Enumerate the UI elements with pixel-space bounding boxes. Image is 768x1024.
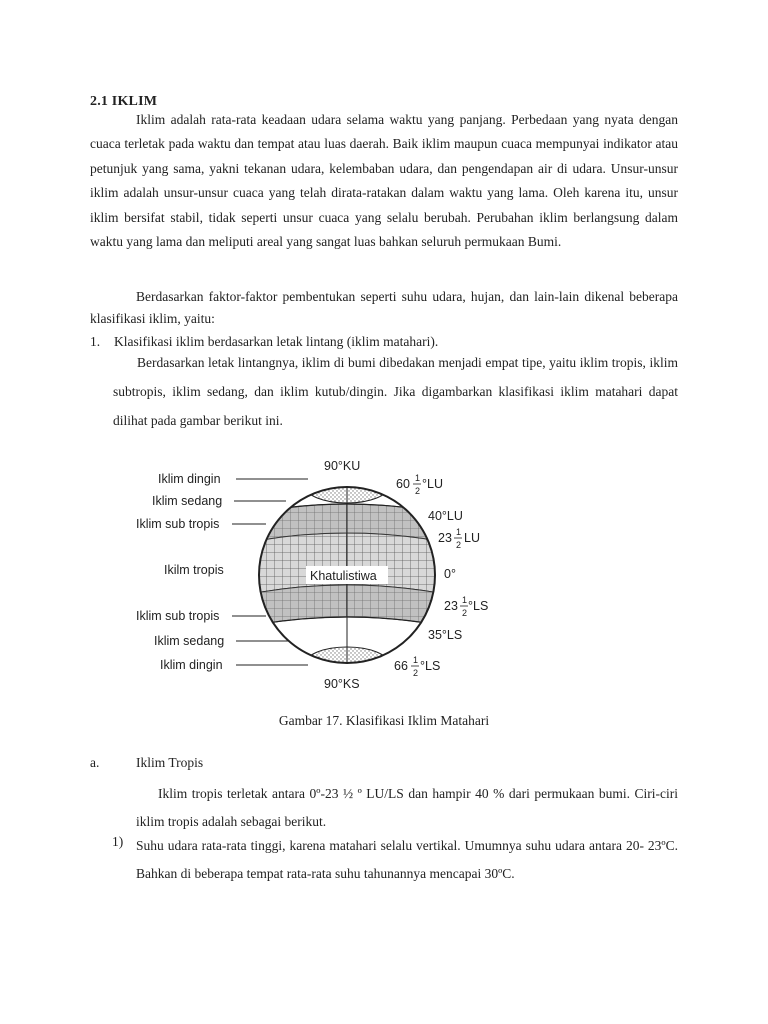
label-iklim-dingin-top: Iklim dingin bbox=[158, 472, 221, 486]
svg-text:23: 23 bbox=[438, 531, 452, 545]
lat-23s-label bbox=[444, 595, 488, 618]
subsection-letter: a. bbox=[90, 755, 100, 770]
svg-text:1: 1 bbox=[462, 595, 468, 605]
item-text-1: Suhu udara rata-rata tinggi, karena matahari selalu vertikal. Umumnya suhu udara antara 20- 23ºC. Bahkan di beberapa tempat rata-rata suhu tahunannya mencapai 30ºC. bbox=[136, 838, 678, 881]
svg-text:°LU: °LU bbox=[422, 477, 443, 491]
svg-text:2: 2 bbox=[413, 668, 419, 678]
svg-text:1: 1 bbox=[456, 527, 462, 537]
svg-text:1: 1 bbox=[415, 473, 421, 483]
lat-66n-label bbox=[396, 473, 443, 496]
label-iklim-subtropis-bottom: Iklim sub tropis bbox=[136, 609, 220, 623]
svg-text:2: 2 bbox=[456, 540, 462, 550]
paragraph-iklim-definition bbox=[90, 108, 678, 254]
paragraph-text: Iklim tropis terletak antara 0º-23 ½ º LU/LS dan hampir 40 % dari permukaan bumi. Ciri-ciri iklim tropis adalah sebagai berikut. bbox=[136, 786, 678, 829]
svg-text:2: 2 bbox=[415, 486, 421, 496]
label-iklim-sedang-bottom: Iklim sedang bbox=[154, 634, 225, 648]
list-text: Klasifikasi iklim berdasarkan letak lintang (iklim matahari). bbox=[114, 334, 439, 349]
label-iklim-dingin-bottom: Iklim dingin bbox=[160, 658, 223, 672]
paragraph-text: Iklim adalah rata-rata keadaan udara selama waktu yang panjang. Perbedaan yang nyata dengan cuaca terletak pada waktu dan tempat atau luas daerah. Baik iklim maupun cuaca mempunyai indikator atau petunjuk yang sama, yakni tekanan udara, kelembaban udara, dan pengendapan air di udara. Unsur-unsur iklim adalah unsur-unsur cuaca yang telah dirata-ratakan dalam waktu yang lama. Oleh karena itu, unsur iklim bersifat stabil, tidak seperti unsur cuaca yang selalu berubah. Perubahan iklim berlangsung dalam waktu yang lama dan meliputi areal yang sangat luas bahkan seluruh permukaan Bumi. bbox=[90, 112, 678, 250]
svg-text:2: 2 bbox=[462, 608, 468, 618]
svg-text:°LS: °LS bbox=[420, 659, 441, 673]
equator-label: Khatulistiwa bbox=[310, 569, 377, 583]
list-number: 1. bbox=[90, 334, 101, 349]
paragraph-klasifikasi-intro bbox=[90, 286, 678, 330]
label-iklim-tropis: Ikilm tropis bbox=[164, 563, 224, 577]
figure-caption: Gambar 17. Klasifikasi Iklim Matahari bbox=[278, 713, 490, 728]
climate-zones-figure bbox=[130, 448, 550, 698]
lat-40n-label: 40°LU bbox=[428, 509, 463, 523]
paragraph-iklim-tropis bbox=[136, 780, 678, 836]
north-pole-label: 90°KU bbox=[324, 459, 361, 473]
paragraph-text: Berdasarkan letak lintangnya, iklim di bumi dibedakan menjadi empat tipe, yaitu iklim tropis, iklim subtropis, iklim sedang, dan iklim kutub/dingin. Jika digambarkan klasifikasi iklim matahari dapat dilihat pada gambar berikut ini. bbox=[113, 355, 678, 428]
paragraph-letak-lintang bbox=[113, 348, 678, 435]
svg-text:23: 23 bbox=[444, 599, 458, 613]
svg-text:LU: LU bbox=[464, 531, 480, 545]
label-iklim-subtropis-top: Iklim sub tropis bbox=[136, 517, 220, 531]
label-iklim-sedang-top: Iklim sedang bbox=[152, 494, 223, 508]
south-pole-label: 90°KS bbox=[324, 677, 360, 691]
section-heading: 2.1 IKLIM bbox=[90, 94, 158, 109]
svg-text:60: 60 bbox=[396, 477, 410, 491]
svg-text:66: 66 bbox=[394, 659, 408, 673]
paragraph-text: Berdasarkan faktor-faktor pembentukan seperti suhu udara, hujan, dan lain-lain dikenal beberapa klasifikasi iklim, yaitu: bbox=[90, 289, 678, 326]
item-number-1: 1) bbox=[112, 834, 124, 849]
subsection-title: Iklim Tropis bbox=[136, 755, 204, 770]
lat-35s-label: 35°LS bbox=[428, 628, 463, 642]
lat-23n-label bbox=[438, 527, 480, 550]
subsection-a bbox=[90, 755, 203, 771]
lat-0-label: 0° bbox=[444, 567, 456, 581]
svg-text:°LS: °LS bbox=[468, 599, 489, 613]
lat-66s-label bbox=[394, 655, 440, 678]
svg-text:1: 1 bbox=[413, 655, 419, 665]
